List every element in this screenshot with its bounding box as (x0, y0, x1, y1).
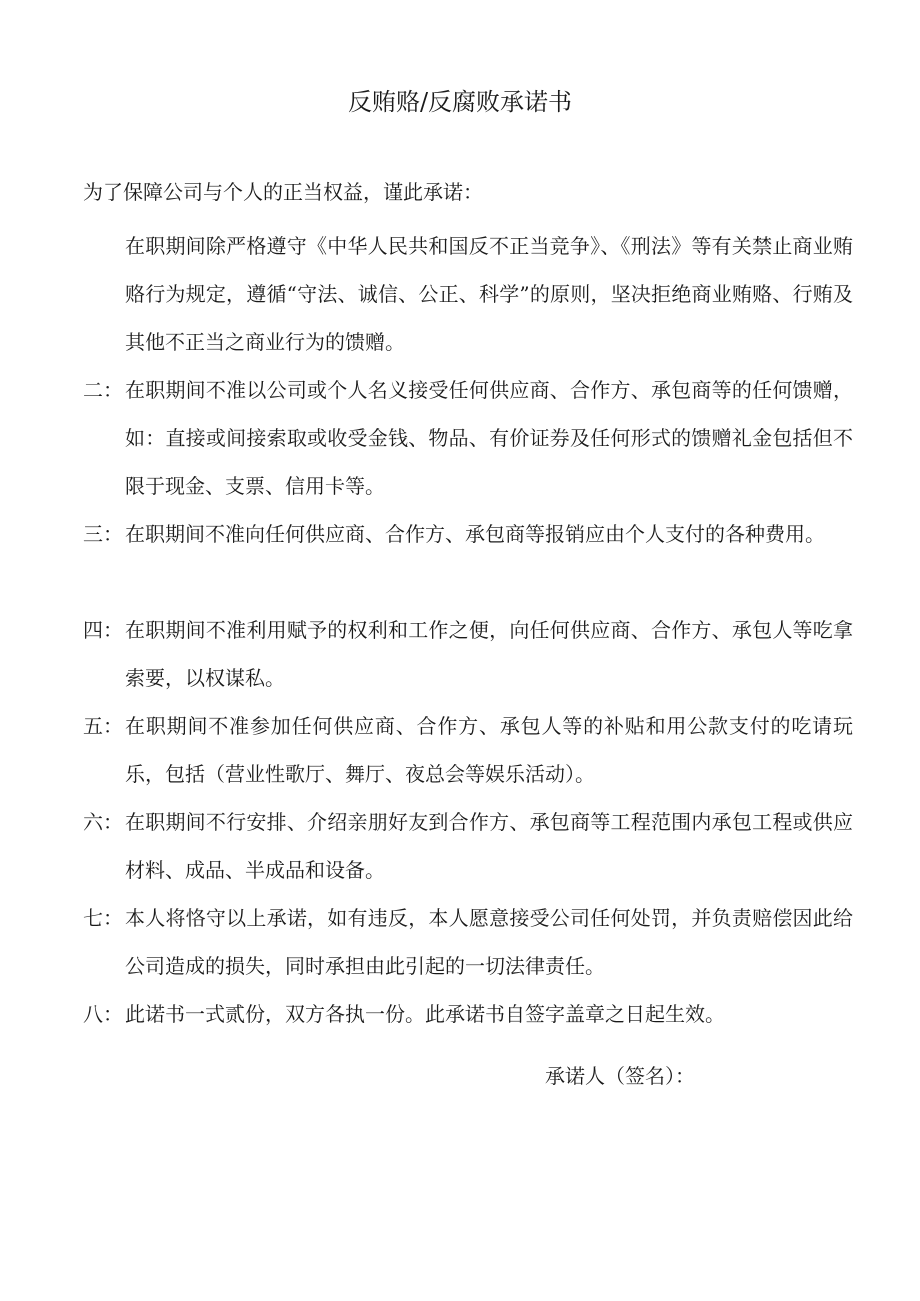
clause-number: 六： (83, 810, 123, 834)
clause-4 (83, 606, 853, 702)
intro-paragraph: 为了保障公司与个人的正当权益，谨此承诺： (83, 180, 483, 204)
clause-8 (83, 990, 853, 1038)
clause-5 (83, 702, 853, 798)
clause-number: 二： (83, 378, 123, 402)
clause-text: 在职期间除严格遵守《中华人民共和国反不正当竞争》、《刑法》等有关禁止商业贿赂行为规定，遵循“守法、诚信、公正、科学”的原则，坚决拒绝商业贿赂、行贿及其他不正当之商业行为的馈赠。 (125, 234, 853, 354)
clause-number: 七： (83, 906, 123, 930)
clause-number: 五： (83, 714, 123, 738)
clause-6 (83, 798, 853, 894)
clause-7 (83, 894, 853, 990)
clause-text: 在职期间不准向任何供应商、合作方、承包商等报销应由个人支付的各种费用。 (125, 522, 825, 546)
clause-number: 四： (83, 618, 123, 642)
clause-number: 八： (83, 1002, 123, 1026)
clause-text: 本人将恪守以上承诺，如有违反，本人愿意接受公司任何处罚，并负责赔偿因此给公司造成的损失，同时承担由此引起的一切法律责任。 (125, 906, 853, 978)
signature-label: 承诺人（签名）： (545, 1064, 695, 1088)
clause-text: 在职期间不准以公司或个人名义接受任何供应商、合作方、承包商等的任何馈赠，如：直接或间接索取或收受金钱、物品、有价证券及任何形式的馈赠礼金包括但不限于现金、支票、信用卡等。 (125, 378, 853, 498)
document-title: 反贿赂/反腐败承诺书 (347, 88, 573, 116)
clause-3 (83, 510, 853, 558)
clause-text: 此诺书一式贰份，双方各执一份。此承诺书自签字盖章之日起生效。 (125, 1002, 725, 1026)
clause-2 (83, 366, 853, 510)
clause-text: 在职期间不准参加任何供应商、合作方、承包人等的补贴和用公款支付的吃请玩乐，包括（营业性歌厅、舞厅、夜总会等娱乐活动）。 (125, 714, 853, 786)
clause-text: 在职期间不行安排、介绍亲朋好友到合作方、承包商等工程范围内承包工程或供应材料、成品、半成品和设备。 (125, 810, 853, 882)
clause-1 (83, 222, 853, 366)
clause-text: 在职期间不准利用赋予的权利和工作之便，向任何供应商、合作方、承包人等吃拿索要，以权谋私。 (125, 618, 853, 690)
clause-number: 三： (83, 522, 123, 546)
